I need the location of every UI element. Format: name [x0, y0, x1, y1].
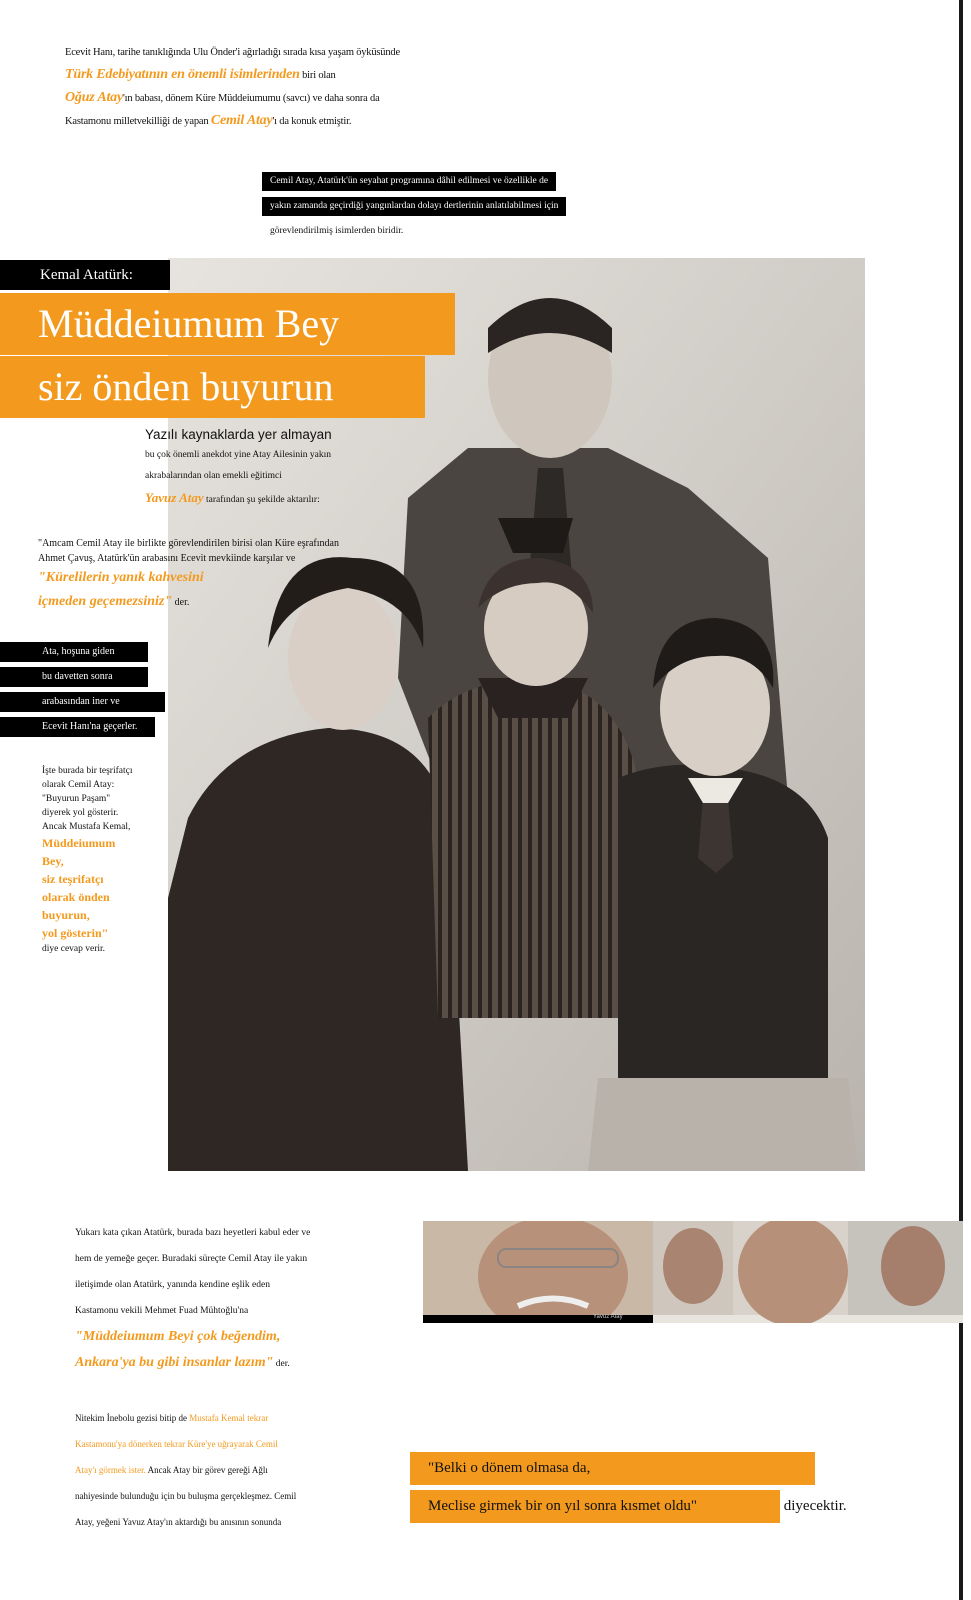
highlight-text: "Müddeiumum Beyi çok beğendim,	[75, 1329, 281, 1344]
black-line: bu davetten sonra	[0, 667, 148, 687]
quote-paragraph	[38, 536, 418, 614]
closing-line-2: Meclise girmek bir on yıl sonra kısmet oldu"	[410, 1490, 780, 1523]
highlight-text: Türk Edebiyatının en önemli isimlerinden	[65, 67, 300, 82]
story-highlight: Bey,	[42, 854, 64, 868]
highlight-text: Ankara'ya bu gibi insanlar lazım"	[75, 1355, 274, 1370]
intro-text: biri olan	[299, 70, 336, 81]
headline-line-2: siz önden buyurun	[0, 356, 425, 418]
intro-line: Ecevit Hanı, tarihe tanıklığında Ulu Önder'i ağırladığı sırada kısa yaşam öyküsünde	[65, 47, 400, 58]
story-highlight: olarak önden	[42, 890, 110, 904]
quote-line: "Amcam Cemil Atay ile birlikte görevlendirilen birisi olan Küre eşrafından	[38, 538, 339, 549]
caption-line: görevlendirilmiş isimlerden biridir.	[262, 222, 411, 241]
bottom-paragraph-1	[75, 1220, 405, 1377]
black-line: Ecevit Hanı'na geçerler.	[0, 717, 155, 737]
orange-text: Mustafa Kemal tekrar	[189, 1413, 269, 1423]
orange-text: Atay'ı görmek ister.	[75, 1465, 146, 1475]
paragraph-line: iletişimde olan Atatürk, yanında kendine eşlik eden	[75, 1280, 270, 1290]
intro-paragraph	[65, 42, 505, 133]
closing-quote	[410, 1452, 847, 1523]
closing-suffix: diyecektir.	[780, 1498, 847, 1514]
paragraph-text: Ancak Atay bir görev gereği Ağlı	[145, 1465, 268, 1475]
bottom-paragraph-2	[75, 1405, 405, 1535]
quote-line: Ahmet Çavuş, Atatürk'ün arabasını Ecevit mevkiinde karşılar ve	[38, 553, 296, 564]
black-line: arabasından iner ve	[0, 692, 165, 712]
caption-line: yakın zamanda geçirdiği yangınlardan dolayı dertlerinin anlatılabilmesi için	[262, 197, 566, 216]
highlight-text: Oğuz Atay	[65, 90, 123, 105]
source-text: tarafından şu şekilde aktarılır:	[203, 495, 320, 505]
story-highlight: Müddeiumum	[42, 836, 116, 850]
portrait-photo-strip	[423, 1221, 963, 1323]
black-line: Ata, hoşuna giden	[0, 642, 148, 662]
story-highlight: yol gösterin"	[42, 926, 109, 940]
headline-line-1: Müddeiumum Bey	[0, 293, 455, 355]
source-line: akrabalarından olan emekli eğitimci	[145, 471, 282, 481]
closing-line-1: "Belki o dönem olmasa da,	[410, 1452, 815, 1485]
highlight-text: içmeden geçemezsiniz"	[38, 594, 173, 609]
orange-text: Kastamonu'ya dönerken tekrar Küre'ye uğrayarak Cemil	[75, 1439, 278, 1449]
story-line: İşte burada bir teşrifatçı	[42, 766, 133, 776]
intro-text: 'ın babası, dönem Küre Müddeiumumu (savcı) ve daha sonra da	[122, 93, 380, 104]
intro-text: Kastamonu milletvekilliği de yapan	[65, 116, 211, 127]
highlight-text: Yavuz Atay	[145, 490, 204, 505]
black-caption-block	[262, 170, 652, 245]
story-line: olarak Cemil Atay:	[42, 780, 115, 790]
highlight-text: "Kürelilerin yanık kahvesini	[38, 570, 204, 585]
paragraph-line: nahiyesinde bulunduğu için bu buluşma gerçekleşmez. Cemil	[75, 1491, 297, 1501]
story-paragraph	[42, 764, 172, 956]
story-line: diyerek yol gösterir.	[42, 808, 119, 818]
paragraph-line: hem de yemeğe geçer. Buradaki süreçte Cemil Atay ile yakın	[75, 1254, 308, 1264]
intro-text: 'ı da konuk etmiştir.	[272, 116, 352, 127]
highlight-text: Cemil Atay	[210, 113, 273, 128]
story-highlight: siz teşrifatçı	[42, 872, 104, 886]
paragraph-text: der.	[273, 1359, 290, 1369]
paragraph-line: Kastamonu vekili Mehmet Fuad Mühtoğlu'na	[75, 1306, 249, 1316]
paragraph-text: Nitekim İnebolu gezisi bitip de	[75, 1413, 190, 1423]
strip-caption: Yavuz Atay	[593, 1314, 623, 1320]
heading-label: Kemal Atatürk:	[0, 260, 170, 290]
story-line: diye cevap verir.	[42, 944, 106, 954]
caption-line: Cemil Atay, Atatürk'ün seyahat programına dâhil edilmesi ve özellikle de	[262, 172, 556, 191]
paragraph-line: Atay, yeğeni Yavuz Atay'ın aktardığı bu anısının sonunda	[75, 1517, 282, 1527]
source-paragraph	[145, 425, 435, 511]
quote-text: der.	[172, 597, 190, 608]
source-line: bu çok önemli anekdot yine Atay Ailesinin yakın	[145, 450, 332, 460]
source-lead: Yazılı kaynaklarda yer almayan	[145, 427, 332, 442]
story-highlight: buyurun,	[42, 908, 90, 922]
story-line: "Buyurun Paşam"	[42, 794, 111, 804]
story-line: Ancak Mustafa Kemal,	[42, 822, 131, 832]
paragraph-line: Yukarı kata çıkan Atatürk, burada bazı heyetleri kabul eder ve	[75, 1228, 311, 1238]
